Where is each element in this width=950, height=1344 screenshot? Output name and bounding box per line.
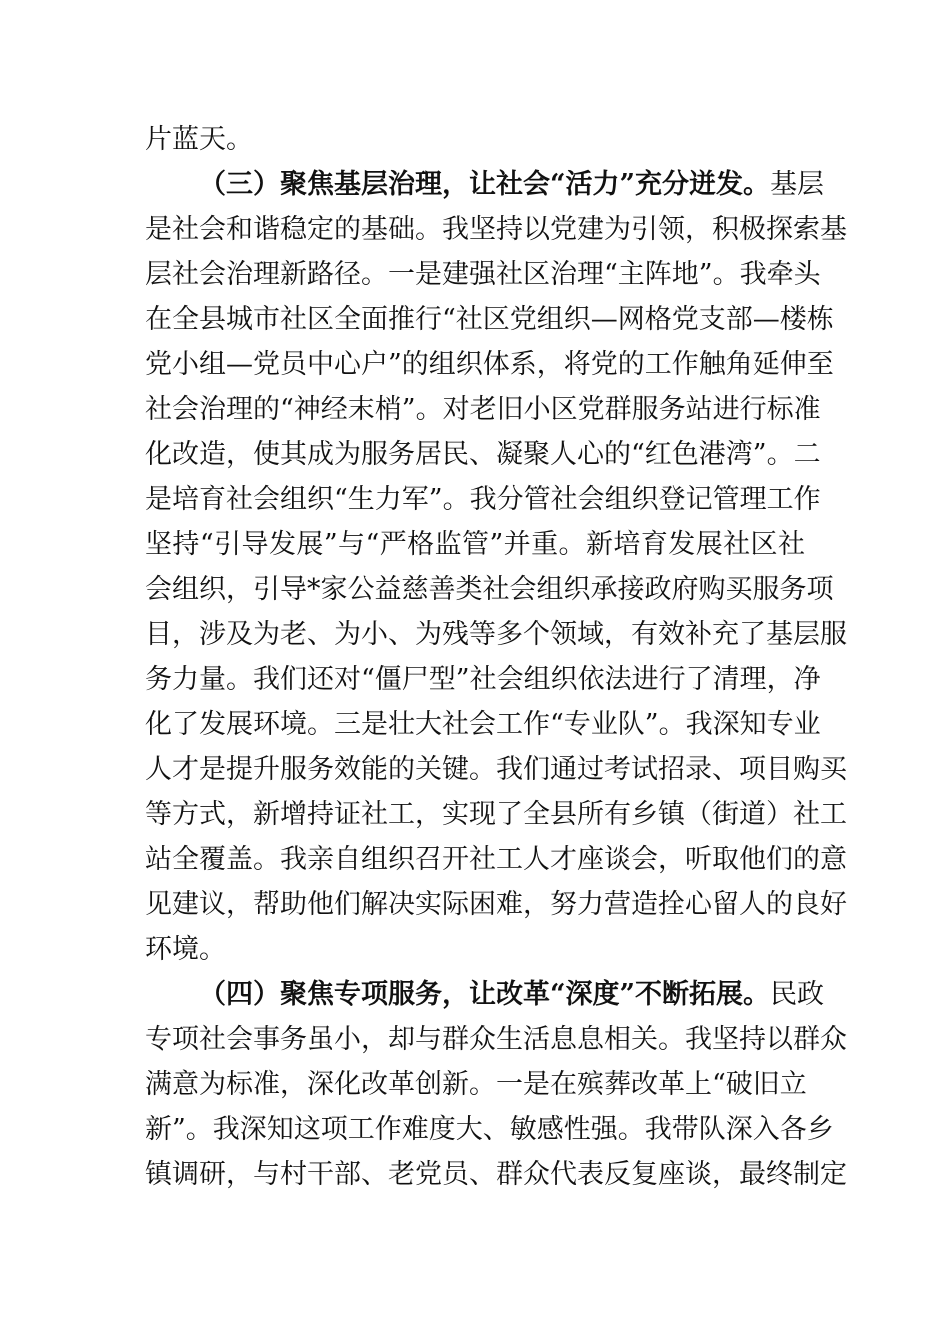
text-line: 社会治理的“神经末梢”。对老旧小区党群服务站进行标准 bbox=[145, 394, 821, 425]
text-line: 镇调研，与村干部、老党员、群众代表反复座谈，最终制定 bbox=[145, 1159, 847, 1190]
text-line: 新”。我深知这项工作难度大、敏感性强。我带队深入各乡 bbox=[145, 1114, 834, 1145]
text-line: 片蓝天。 bbox=[145, 124, 253, 155]
text-line: 化改造，使其成为服务居民、凝聚人心的“红色港湾”。二 bbox=[145, 439, 821, 470]
text-line: 化了发展环境。三是壮大社会工作“专业队”。我深知专业 bbox=[145, 709, 821, 740]
text-line: 是培育社会组织“生力军”。我分管社会组织登记管理工作 bbox=[145, 484, 821, 515]
text-line: 层社会治理新路径。一是建强社区治理“主阵地”。我牵头 bbox=[145, 259, 821, 290]
text-line: 人才是提升服务效能的关键。我们通过考试招录、项目购买 bbox=[145, 754, 847, 785]
text-line: 在全县城市社区全面推行“社区党组织—网格党支部—楼栋 bbox=[145, 304, 834, 335]
text-line: 环境。 bbox=[145, 934, 226, 965]
section-heading-line: （三）聚焦基层治理，让社会“活力”充分迸发。基层 bbox=[199, 169, 825, 200]
text-line: 会组织，引导*家公益慈善类社会组织承接政府购买服务项 bbox=[145, 574, 834, 605]
text-line: 等方式，新增持证社工，实现了全县所有乡镇（街道）社工 bbox=[145, 799, 847, 830]
section-heading-line: （四）聚焦专项服务，让改革“深度”不断拓展。民政 bbox=[199, 979, 825, 1010]
text-line: 目，涉及为老、为小、为残等多个领域，有效补充了基层服 bbox=[145, 619, 847, 650]
text-line: 是社会和谐稳定的基础。我坚持以党建为引领，积极探索基 bbox=[145, 214, 847, 245]
section-heading: （四）聚焦专项服务，让改革“深度”不断拓展。 bbox=[199, 979, 771, 1010]
text-line: 坚持“引导发展”与“严格监管”并重。新培育发展社区社 bbox=[145, 529, 805, 560]
section-heading: （三）聚焦基层治理，让社会“活力”充分迸发。 bbox=[199, 169, 771, 200]
text-line: 站全覆盖。我亲自组织召开社工人才座谈会，听取他们的意 bbox=[145, 844, 847, 875]
text-line: 见建议，帮助他们解决实际困难，努力营造拴心留人的良好 bbox=[145, 889, 847, 920]
text-line: 专项社会事务虽小，却与群众生活息息相关。我坚持以群众 bbox=[145, 1024, 847, 1055]
text-line: 党小组—党员中心户”的组织体系，将党的工作触角延伸至 bbox=[145, 349, 834, 380]
text-line: 务力量。我们还对“僵尸型”社会组织依法进行了清理，净 bbox=[145, 664, 821, 695]
text-line: 满意为标准，深化改革创新。一是在殡葬改革上“破旧立 bbox=[145, 1069, 807, 1100]
